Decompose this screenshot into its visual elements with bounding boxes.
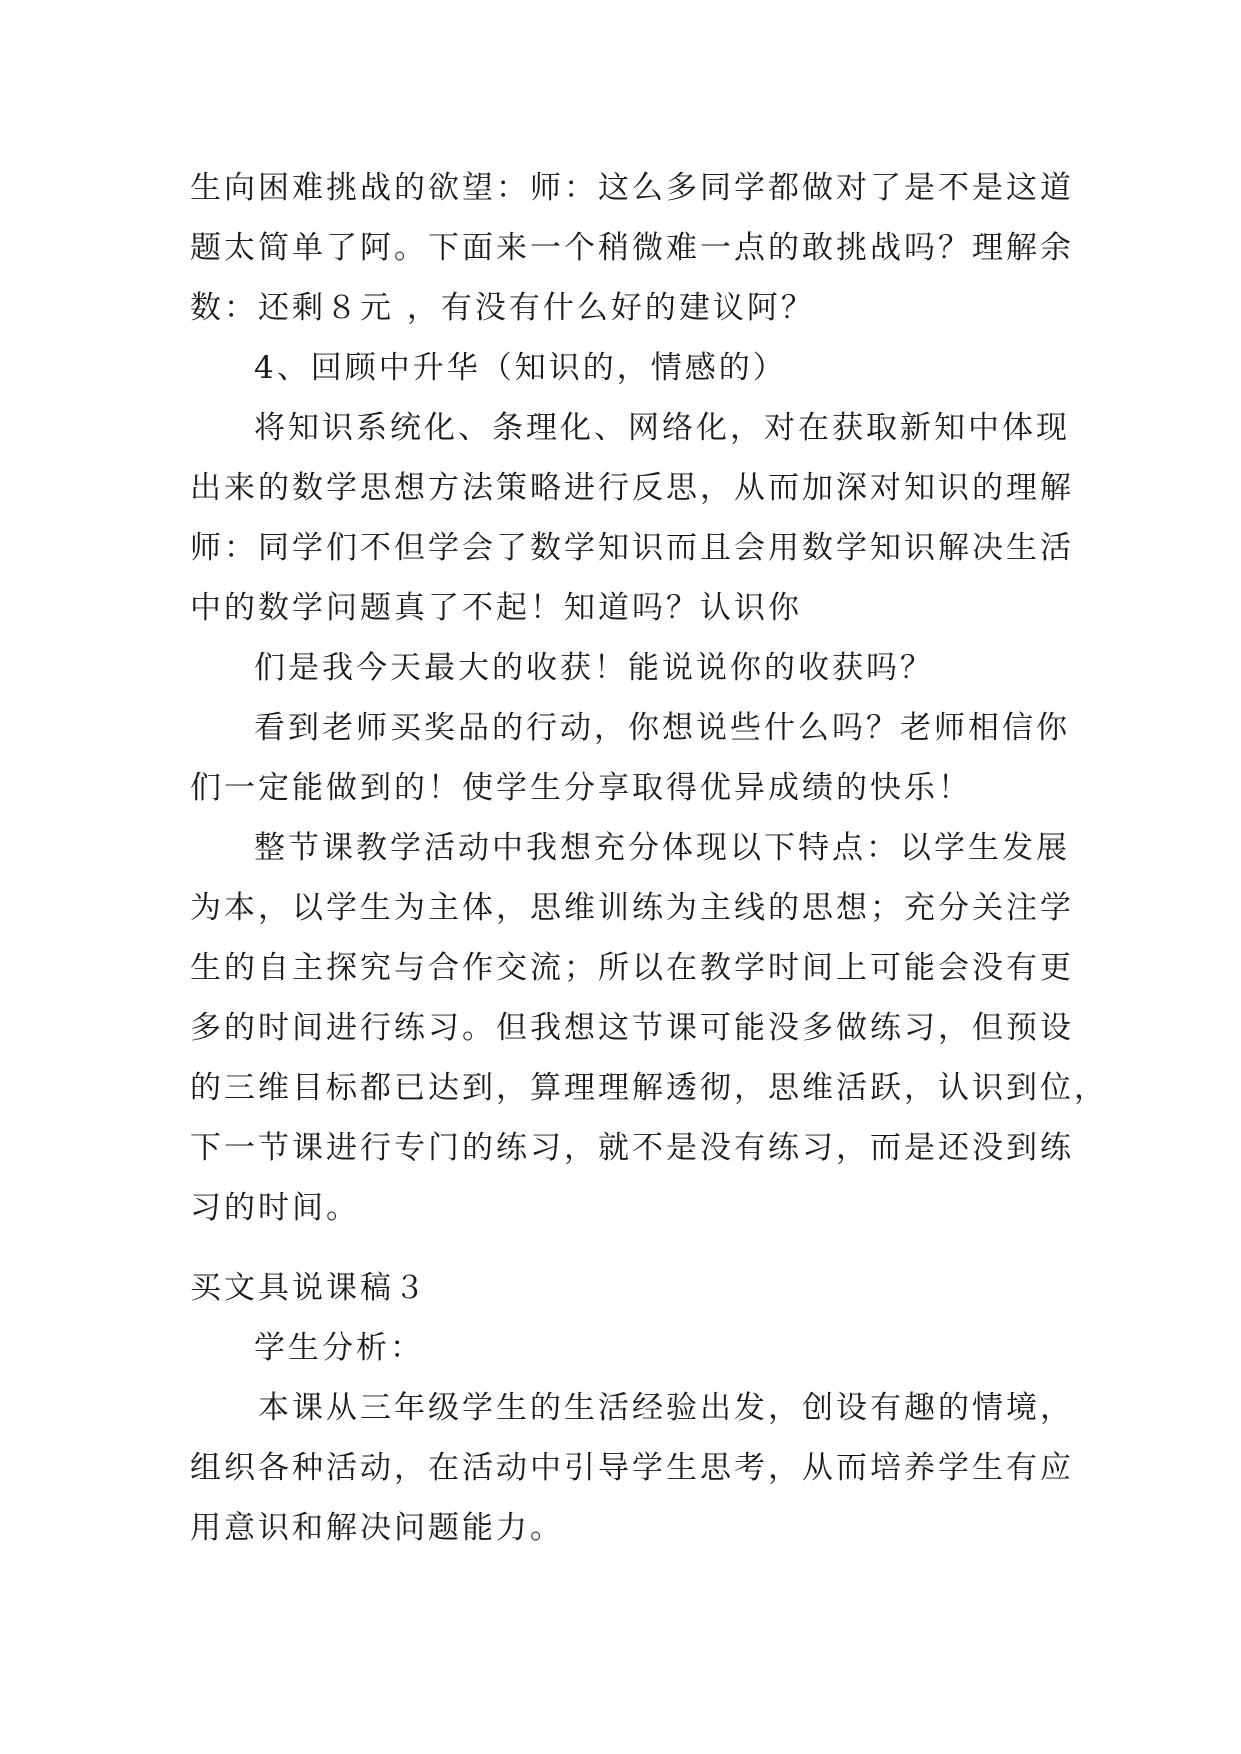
paragraph-line: 生的自主探究与合作交流；所以在教学时间上可能会没有更 [190,950,1074,986]
section-heading-review: 4、回顾中升华（知识的，情感的） [254,350,787,386]
paragraph-line: 习的时间。 [190,1190,360,1226]
paragraph-line: 本课从三年级学生的生活经验出发，创设有趣的情境， [258,1390,1074,1426]
paragraph-line: 多的时间进行练习。但我想这节课可能没多做练习，但预设 [190,1010,1074,1046]
paragraph-line: 整节课教学活动中我想充分体现以下特点：以学生发展 [254,830,1070,866]
paragraph-line: 中的数学问题真了不起！知道吗？认识你 [190,590,802,626]
paragraph-line: 出来的数学思想方法策略进行反思，从而加深对知识的理解 [190,470,1074,506]
paragraph-line: 生向困难挑战的欲望：师：这么多同学都做对了是不是这道 [190,170,1074,206]
paragraph-line: 将知识系统化、条理化、网络化，对在获取新知中体现 [254,410,1070,446]
paragraph-line: 题太简单了阿。下面来一个稍微难一点的敢挑战吗？理解余 [190,230,1074,266]
paragraph-line: 师：同学们不但学会了数学知识而且会用数学知识解决生活 [190,530,1074,566]
paragraph-line: 为本，以学生为主体，思维训练为主线的思想；充分关注学 [190,890,1074,926]
subsection-heading-student-analysis: 学生分析： [254,1330,424,1366]
paragraph-line: 组织各种活动，在活动中引导学生思考，从而培养学生有应 [190,1450,1074,1486]
section-title: 买文具说课稿３ [190,1270,428,1306]
document-body-part-2 [190,1258,1074,1558]
paragraph-line: 的三维目标都已达到，算理理解透彻，思维活跃，认识到位， [190,1070,1108,1106]
paragraph-line: 看到老师买奖品的行动，你想说些什么吗？老师相信你 [254,710,1070,746]
paragraph-line: 数：还剩８元 ，有没有什么好的建议阿？ [190,290,815,326]
paragraph-line: 用意识和解决问题能力。 [190,1510,564,1546]
paragraph-line: 下一节课进行专门的练习，就不是没有练习，而是还没到练 [190,1130,1074,1166]
paragraph-line: 们是我今天最大的收获！能说说你的收获吗？ [254,650,934,686]
document-body-part-1 [190,158,1108,1238]
paragraph-line: 们一定能做到的！使学生分享取得优异成绩的快乐！ [190,770,972,806]
